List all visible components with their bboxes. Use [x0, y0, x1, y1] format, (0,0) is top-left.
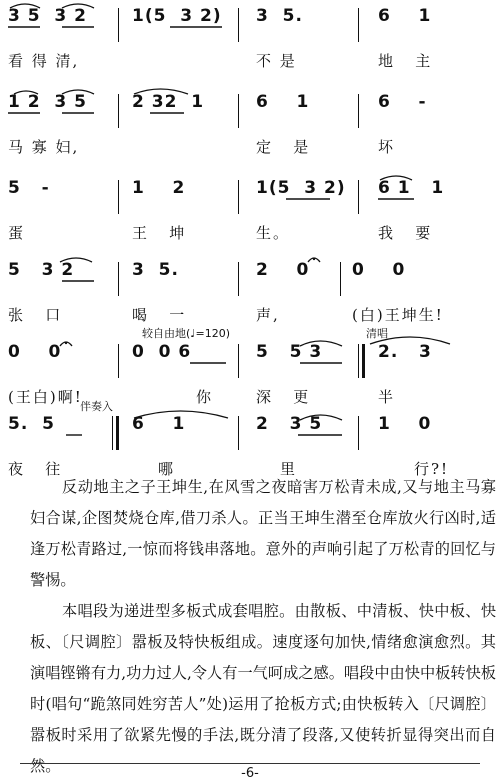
notes: 2 32 1 [132, 92, 205, 112]
lyrics: 张 口 [8, 306, 63, 324]
barline [238, 8, 239, 42]
notes: 1(5 3 2) [256, 178, 346, 198]
notes: 5 3 2 [8, 260, 75, 280]
barline [238, 180, 239, 214]
qingchang-marking: 清唱 [366, 327, 388, 340]
lyrics: 坏 [378, 138, 396, 156]
barline [358, 94, 359, 128]
lyrics: (王白)啊! [8, 388, 83, 406]
lyrics: 马 寡 妇, [8, 138, 80, 156]
barline [358, 8, 359, 42]
barline [358, 416, 359, 450]
double-barline [112, 416, 113, 450]
notes: 5 - [8, 178, 50, 198]
lyrics: 里 [280, 460, 298, 478]
barline [358, 180, 359, 214]
score-line-3 [0, 176, 500, 260]
barline [118, 180, 119, 214]
barline [238, 262, 239, 296]
lyrics: 不 是 [256, 52, 297, 70]
notes: 2 3 5 [256, 414, 323, 434]
lyrics: 声, [256, 306, 280, 324]
lyrics: 我 要 [378, 224, 433, 242]
notes: 1 2 [132, 178, 186, 198]
lyrics: 定 是 [256, 138, 311, 156]
lyrics: 你 [196, 388, 214, 406]
banzou-marking: 伴奏入 [80, 400, 113, 413]
notes: 3 5. [256, 6, 303, 26]
notes: 1 2 3 5 [8, 92, 87, 112]
barline [118, 8, 119, 42]
notes: 6 1 [378, 6, 432, 26]
tempo-marking: 较自由地(♩=120) [142, 327, 230, 340]
paragraph: 反动地主之子王坤生,在风雪之夜暗害万松青未成,又与地主马寡妇合谋,企图焚烧仓库,借刀杀人。正当王坤生潜至仓库放火行凶时,适逢万松青路过,一惊而将钱串落地。意外的声响引起了万松青的回忆与警惕。 [30, 478, 496, 589]
notes: 0 0 [8, 342, 62, 362]
notes: 5. 5 [8, 414, 55, 434]
score-line-2 [0, 90, 500, 174]
lyrics: 行?! [414, 460, 450, 478]
page-number: -6- [0, 766, 500, 781]
notes: 2 0 [256, 260, 310, 280]
barline [238, 344, 239, 378]
double-barline [358, 344, 359, 378]
notes: 5 5 3 [256, 342, 323, 362]
lyrics: 地 主 [378, 52, 433, 70]
barline [118, 262, 119, 296]
barline [238, 416, 239, 450]
notes: 3 5 3 2 [8, 6, 87, 26]
lyrics: 夜 往 [8, 460, 63, 478]
notes: 2. 3 [378, 342, 432, 362]
lyrics: 生。 [256, 224, 291, 242]
lyrics: 半 [378, 388, 396, 406]
lyrics: (白)王坤生! [352, 306, 444, 324]
description-text [30, 472, 496, 782]
lyrics: 深 更 [256, 388, 311, 406]
score-line-4 [0, 258, 500, 342]
notes: 1(5 3 2) [132, 6, 222, 26]
lyrics: 蛋 [8, 224, 26, 242]
notes: 0 0 [352, 260, 406, 280]
lyrics: 王 坤 [132, 224, 187, 242]
notes: 6 - [378, 92, 427, 112]
barline [118, 344, 119, 378]
notes: 6 1 1 [378, 178, 445, 198]
paragraph: 本唱段为递进型多板式成套唱腔。由散板、中清板、快中板、快板、〔尺调腔〕嚣板及特快板组成。速度逐句加快,情绪愈演愈烈。其演唱铿锵有力,功力过人,令人有一气呵成之感。唱段中由快中板转快板时(唱句“跪煞同姓穷苦人”处)运用了抢板方式;由快板转入〔尺调腔〕嚣板时采用了欲紧先慢的手法,既分清了段落,又使转折显得突出而自然。 [30, 602, 496, 775]
notes: 6 1 [132, 414, 186, 434]
notes: 3 5. [132, 260, 179, 280]
notes: 0 0 6 [132, 342, 192, 362]
lyrics: 哪 [158, 460, 176, 478]
notes: 1 0 [378, 414, 432, 434]
barline [238, 94, 239, 128]
notes: 6 1 [256, 92, 310, 112]
barline [118, 94, 119, 128]
barline [340, 262, 341, 296]
lyrics: 看 得 清, [8, 52, 80, 70]
lyrics: 喝 一 [132, 306, 187, 324]
score-line-1 [0, 4, 500, 88]
